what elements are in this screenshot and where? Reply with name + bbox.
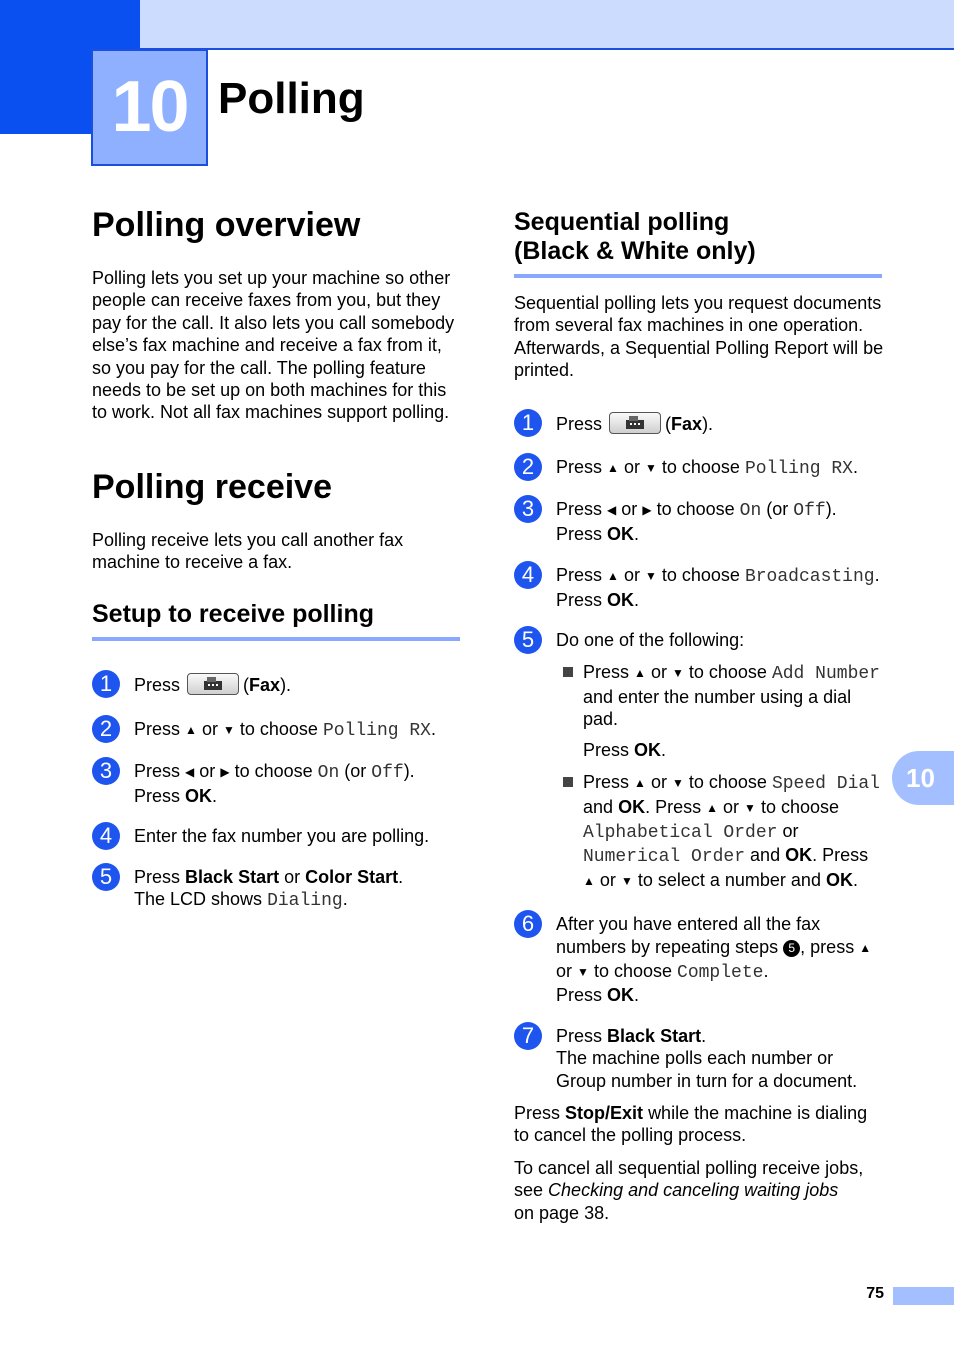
step-number-badge: 4 <box>514 561 542 589</box>
setup-step-2: 2 Press ▲ or ▼ to choose Polling RX. <box>92 718 462 742</box>
seq-step-3: 3 Press ◀ or ▶ to choose On (or Off). Press OK. <box>514 498 884 545</box>
down-arrow-icon: ▼ <box>744 800 756 815</box>
down-arrow-icon: ▼ <box>644 569 657 584</box>
setup-step-3: 3 Press ◀ or ▶ to choose On (or Off). Press OK. <box>92 760 462 807</box>
down-arrow-icon: ▼ <box>222 723 235 738</box>
setup-heading: Setup to receive polling <box>92 600 460 641</box>
step-number-badge: 3 <box>514 495 542 523</box>
up-arrow-icon: ▲ <box>859 940 872 955</box>
chapter-side-tab: 10 <box>892 751 954 805</box>
down-arrow-icon: ▼ <box>620 873 633 888</box>
sequential-heading: Sequential polling (Black & White only) <box>514 208 882 278</box>
footer-bar <box>893 1287 954 1305</box>
setup-step-4: 4 Enter the fax number you are polling. <box>92 825 462 847</box>
step-number-badge: 3 <box>92 757 120 785</box>
down-arrow-icon: ▼ <box>644 461 657 476</box>
fax-button[interactable] <box>609 412 661 434</box>
up-arrow-icon: ▲ <box>706 800 718 815</box>
bullet-square-icon <box>563 667 573 677</box>
down-arrow-icon: ▼ <box>577 964 589 979</box>
step-number-badge: 5 <box>92 863 120 891</box>
seq-step-6: 6 After you have entered all the fax numbers by repeating steps 5 , press ▲ or ▼ to choose Complete. Press OK. <box>514 913 884 1007</box>
right-column <box>514 200 884 1224</box>
up-arrow-icon: ▲ <box>634 776 646 791</box>
up-arrow-icon: ▲ <box>634 666 646 681</box>
option-add-number: Press ▲ or ▼ to choose Add Number and enter the number using a dial pad. Press OK. <box>563 661 884 761</box>
right-arrow-icon: ▶ <box>220 765 230 780</box>
bullet-square-icon <box>563 777 573 787</box>
seq-step-2: 2 Press ▲ or ▼ to choose Polling RX. <box>514 456 884 480</box>
seq-step-4: 4 Press ▲ or ▼ to choose Broadcasting. Press OK. <box>514 564 884 611</box>
step-number-badge: 5 <box>514 626 542 654</box>
setup-step-5: 5 Press Black Start or Color Start. The LCD shows Dialing. <box>92 866 462 913</box>
step-number-badge: 6 <box>514 910 542 938</box>
step-number-badge: 2 <box>514 453 542 481</box>
up-arrow-icon: ▲ <box>607 569 619 584</box>
left-column <box>92 200 462 913</box>
seq-step-5: 5 Do one of the following: Press ▲ or ▼ to choose Add Number and enter the number using a dial pad. Press OK. Press ▲ or ▼ to choose Speed Dial and OK. Press ▲ or ▼ to choose Alphabetical Order or Numerical Order and OK. Press ▲ or ▼ to select a number and OK. <box>514 629 884 893</box>
seq-step-1: 1 Press (Fax). <box>514 412 884 435</box>
cancel-note: To cancel all sequential polling receive jobs, see Checking and canceling waiting jobs on page 38. <box>514 1157 864 1223</box>
down-arrow-icon: ▼ <box>671 776 684 791</box>
stop-exit-note: Press Stop/Exit while the machine is dialing to cancel the polling process. <box>514 1102 868 1146</box>
step-number-badge: 1 <box>514 409 542 437</box>
left-arrow-icon: ◀ <box>607 503 617 518</box>
down-arrow-icon: ▼ <box>671 666 684 681</box>
up-arrow-icon: ▲ <box>583 873 595 888</box>
step-number-badge: 1 <box>92 670 120 698</box>
step-number-badge: 2 <box>92 715 120 743</box>
chapter-title: Polling <box>218 74 365 123</box>
up-arrow-icon: ▲ <box>185 723 197 738</box>
setup-step-1: 1 Press (Fax). <box>92 673 462 696</box>
page-number: 75 <box>866 1285 884 1302</box>
step-number-badge: 4 <box>92 822 120 850</box>
polling-overview-text: Polling lets you set up your machine so other people can receive faxes from you, but they pay for the call. It also lets you call somebody else’s fax machine and receive a fax from it, so you pay for the call. The polling feature needs to be set up on both machines for this to work. Not all fax machines support polling. <box>92 268 455 423</box>
header-band <box>0 0 954 50</box>
cross-reference-link[interactable]: Checking and canceling waiting jobs <box>548 1180 839 1201</box>
polling-receive-heading: Polling receive <box>92 467 332 506</box>
polling-overview-heading: Polling overview <box>92 206 361 244</box>
fax-icon <box>203 676 223 691</box>
right-arrow-icon: ▶ <box>642 503 652 518</box>
step-reference-badge: 5 <box>783 940 800 957</box>
polling-receive-text: Polling receive lets you call another fax machine to receive a fax. <box>92 529 404 573</box>
up-arrow-icon: ▲ <box>607 461 619 476</box>
chapter-number-box: 10 <box>91 49 208 166</box>
fax-button[interactable] <box>187 673 239 695</box>
seq-step-7: 7 Press Black Start. The machine polls each number or Group number in turn for a document. <box>514 1025 884 1092</box>
sequential-text: Sequential polling lets you request documents from several fax machines in one operation. Afterwards, a Sequential Polling Report will be printed. <box>514 293 884 381</box>
fax-icon <box>625 415 645 430</box>
step-number-badge: 7 <box>514 1022 542 1050</box>
left-arrow-icon: ◀ <box>185 765 195 780</box>
option-speed-dial: Press ▲ or ▼ to choose Speed Dial and OK. Press ▲ or ▼ to choose Alphabetical Order or Numerical Order and OK. Press ▲ or ▼ to select a number and OK. <box>563 771 884 893</box>
